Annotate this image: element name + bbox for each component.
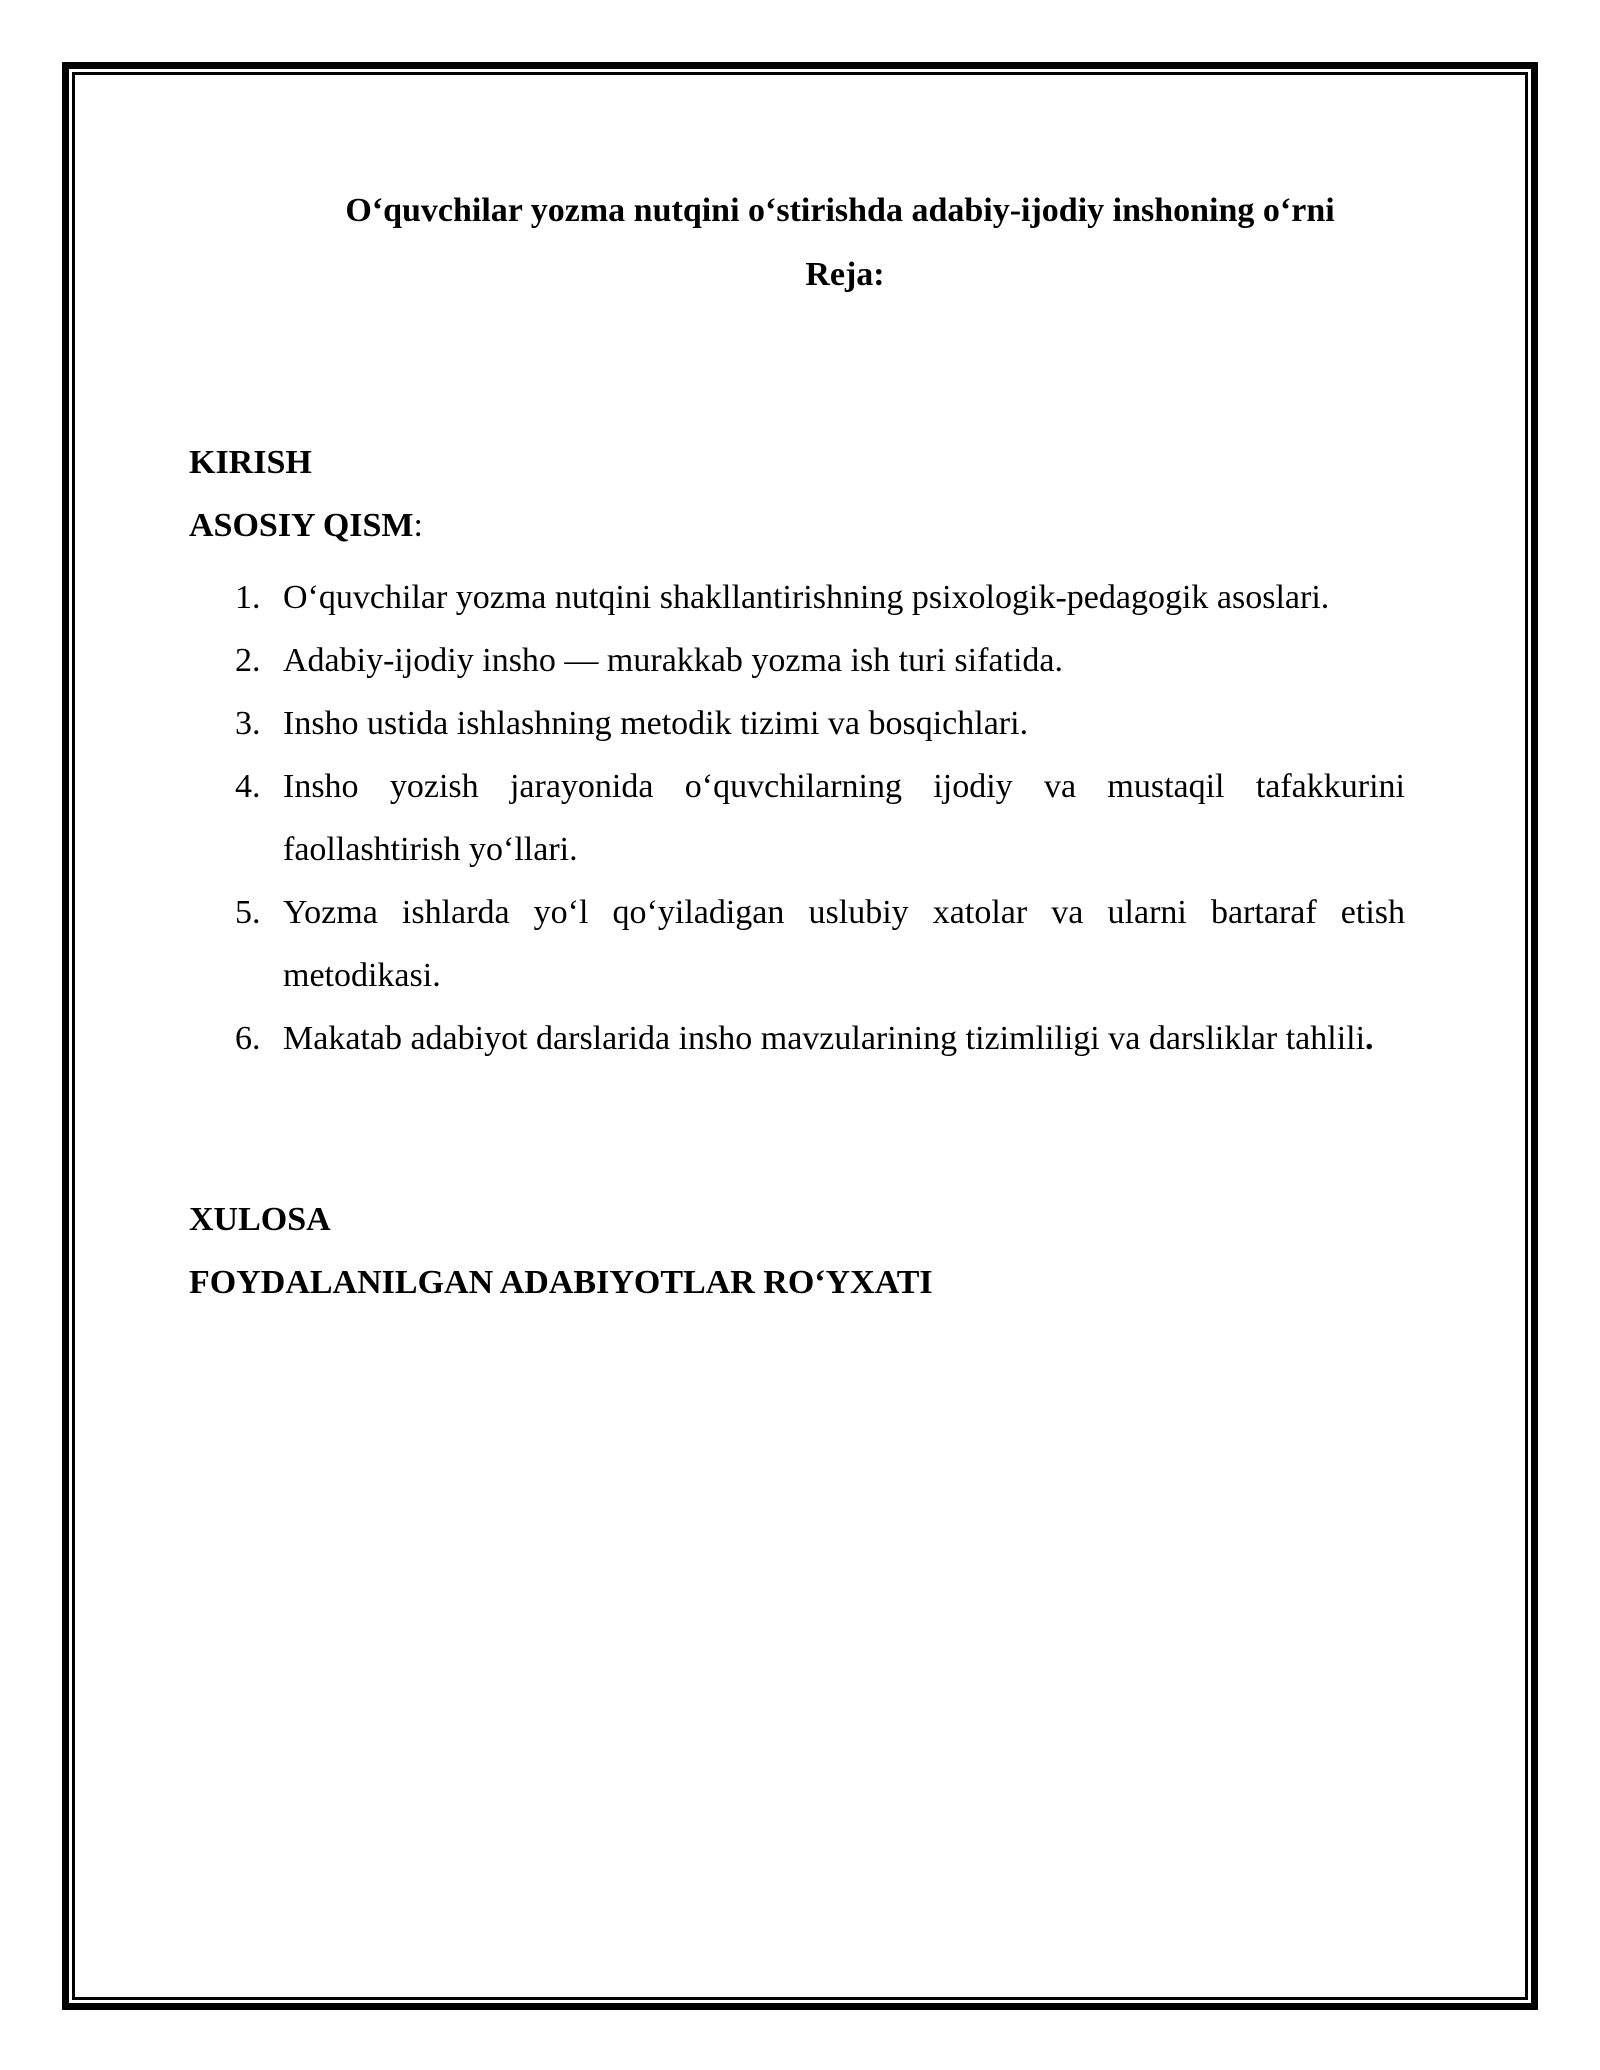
plan-item (189, 566, 1405, 629)
plan-item-text: O‘quvchilar yozma nutqini shakllantirishning psixologik-pedagogik asoslari. (283, 579, 1330, 616)
plan-item-text: Adabiy-ijodiy insho — murakkab yozma ish turi sifatida. (283, 642, 1063, 679)
plan-item-text: Insho ustida ishlashning metodik tizimi va bosqichlari. (283, 705, 1029, 742)
plan-list (189, 566, 1405, 1070)
plan-item (189, 755, 1405, 881)
section-main (189, 503, 423, 549)
section-intro: KIRISH (189, 444, 312, 481)
section-main-label: ASOSIY QISM (189, 507, 414, 544)
plan-item-text: Makatab adabiyot darslarida insho mavzularining tizimliligi va darsliklar tahlili (283, 1020, 1366, 1057)
section-conclusion: XULOSA (189, 1201, 331, 1238)
plan-item (189, 881, 1405, 1007)
plan-heading: Reja: (805, 256, 885, 293)
plan-item-text: Insho yozish jarayonida o‘quvchilarning ijodiy va mustaqil tafakkurini faollashtirish yo‘llari. (283, 768, 1405, 868)
plan-item (189, 1007, 1405, 1070)
plan-item (189, 629, 1405, 692)
section-references: FOYDALANILGAN ADABIYOTLAR RO‘YXATI (189, 1264, 933, 1301)
plan-item-number: 2. (235, 642, 261, 679)
plan-item-text: Yozma ishlarda yo‘l qo‘yiladigan uslubiy xatolar va ularni bartaraf etish metodikasi. (283, 894, 1405, 994)
plan-item-period: . (1365, 1020, 1374, 1057)
plan-item-number: 4. (235, 768, 261, 805)
plan-item-number: 1. (235, 579, 261, 616)
plan-item (189, 692, 1405, 755)
plan-item-number: 6. (235, 1020, 261, 1057)
plan-item-number: 3. (235, 705, 261, 742)
plan-item-number: 5. (235, 894, 261, 931)
document-title: O‘quvchilar yozma nutqini o‘stirishda adabiy-ijodiy inshoning o‘rni (345, 192, 1335, 229)
section-main-colon: : (413, 507, 423, 544)
